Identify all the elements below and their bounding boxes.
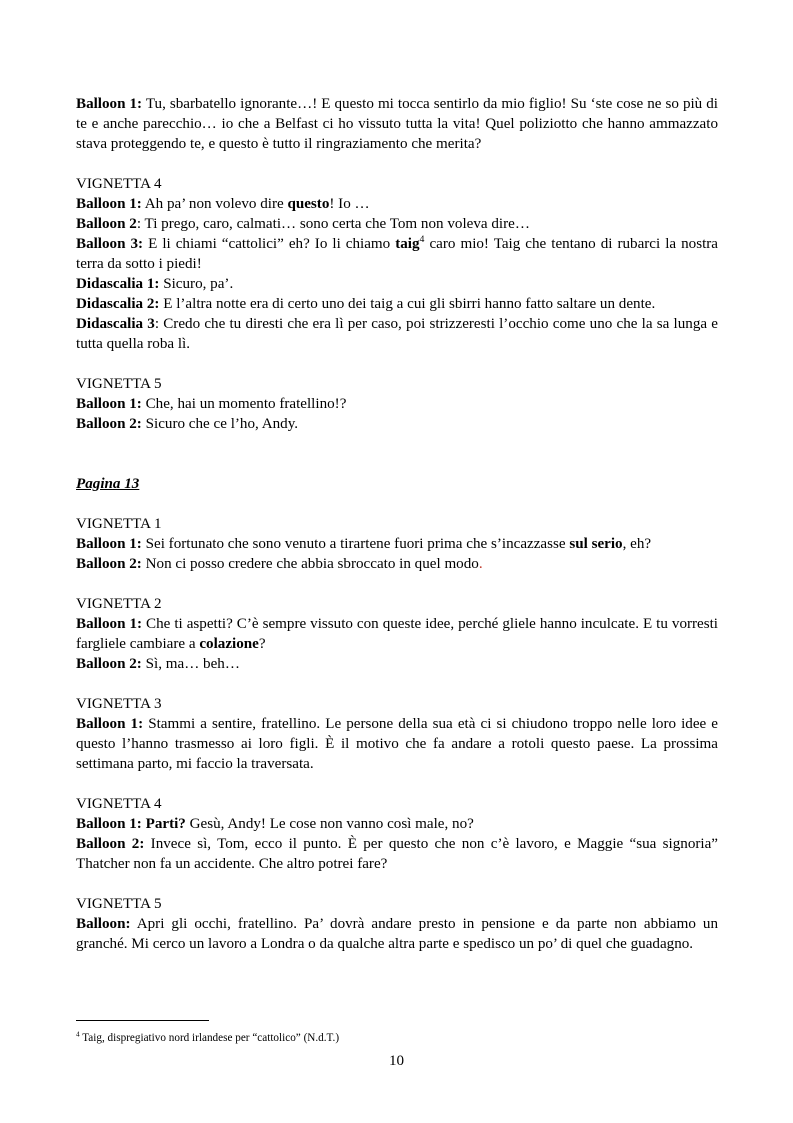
caption-line: Didascalia 2: E l’altra notte era di certo uno dei taig a cui gli sbirri hanno fatto saltare un dente.	[76, 296, 656, 312]
balloon-top	[76, 94, 718, 154]
balloon-line: Balloon 1: Sei fortunato che sono venuto a tirartene fuori prima che s’incazzasse sul serio, eh?	[76, 536, 652, 552]
panel-heading: VIGNETTA 3	[76, 696, 162, 712]
balloon-line: Balloon 1: Parti? Gesù, Andy! Le cose non vanno così male, no?	[76, 816, 474, 832]
balloon-line: Balloon 2: Non ci posso credere che abbia sbroccato in quel modo.	[76, 556, 483, 572]
balloon-line: Balloon 2: Sicuro che ce l’ho, Andy.	[76, 416, 299, 432]
footnote-divider	[76, 1020, 209, 1021]
panel-heading: VIGNETTA 4	[76, 176, 162, 192]
balloon-text: Tu, sbarbatello ignorante…! E questo mi tocca sentirlo da mio figlio! Su ‘ste cose ne so più di te e anche parecchio… io che a Belfast ci ho vissuto tutta la vita! Quel poliziotto che hanno ammazzato stava proteggendo te, e questo è tutto il ringraziamento che merita?	[76, 96, 718, 152]
panel-heading: VIGNETTA 4	[76, 796, 162, 812]
footnote-text: Taig, dispregiativo nord irlandese per “cattolico” (N.d.T.)	[79, 1032, 340, 1044]
footnote	[76, 1031, 718, 1045]
footnote-ref: 4	[419, 233, 425, 245]
panel-heading: VIGNETTA 5	[76, 376, 162, 392]
balloon-line: Balloon 2: Sì, ma… beh…	[76, 656, 240, 672]
balloon-line: Balloon 1: Che, hai un momento fratellino!?	[76, 396, 347, 412]
panel-heading: VIGNETTA 5	[76, 896, 162, 912]
balloon-line: Balloon 2: Ti prego, caro, calmati… sono certa che Tom non voleva dire…	[76, 216, 530, 232]
balloon-line: Balloon 2: Invece sì, Tom, ecco il punto. È per questo che non c’è lavoro, e Maggie “sua signoria” Thatcher non fa un accidente. Che altro potrei fare?	[76, 836, 718, 872]
panel-heading: VIGNETTA 1	[76, 516, 162, 532]
balloon-line: Balloon 1: Che ti aspetti? C’è sempre vissuto con queste idee, perché gliele hanno inculcate. E tu vorresti fargliele cambiare a colazione?	[76, 616, 718, 652]
caption-line: Didascalia 1: Sicuro, pa’.	[76, 276, 234, 292]
balloon-label: Balloon 1:	[76, 96, 143, 112]
balloon-line: Balloon 3: E li chiami “cattolici” eh? Io li chiamo taig$^4$ caro mio! Taig che tentano di rubarci la nostra terra da sotto i piedi!	[76, 233, 719, 272]
page-heading: Pagina 13	[76, 476, 140, 492]
balloon-line: Balloon: Apri gli occhi, fratellino. Pa’ dovrà andare presto in pensione e da parte non abbiamo un granché. Mi cerco un lavoro a Londra o da qualche altra parte e spedisco un po’ di quel che guadagno.	[76, 916, 718, 952]
page-number: 10	[388, 1053, 405, 1069]
panel-heading: VIGNETTA 2	[76, 596, 162, 612]
script-text	[76, 94, 718, 954]
footnote-number: 4	[76, 1030, 80, 1039]
balloon-line: Balloon 1: Ah pa’ non volevo dire questo! Io …	[76, 196, 370, 212]
balloon-line: Balloon 1: Stammi a sentire, fratellino. Le persone della sua età ci si chiudono troppo nelle loro idee e questo l’hanno trasmesso ai loro figli. È il motivo che fa andare a rotoli questo paese. La prossima settimana parto, mi faccio la traversata.	[76, 716, 718, 772]
caption-line: Didascalia 3: Credo che tu diresti che era lì per caso, poi strizzeresti l’occhio come uno che la sa lunga e tutta quella roba lì.	[76, 316, 718, 352]
